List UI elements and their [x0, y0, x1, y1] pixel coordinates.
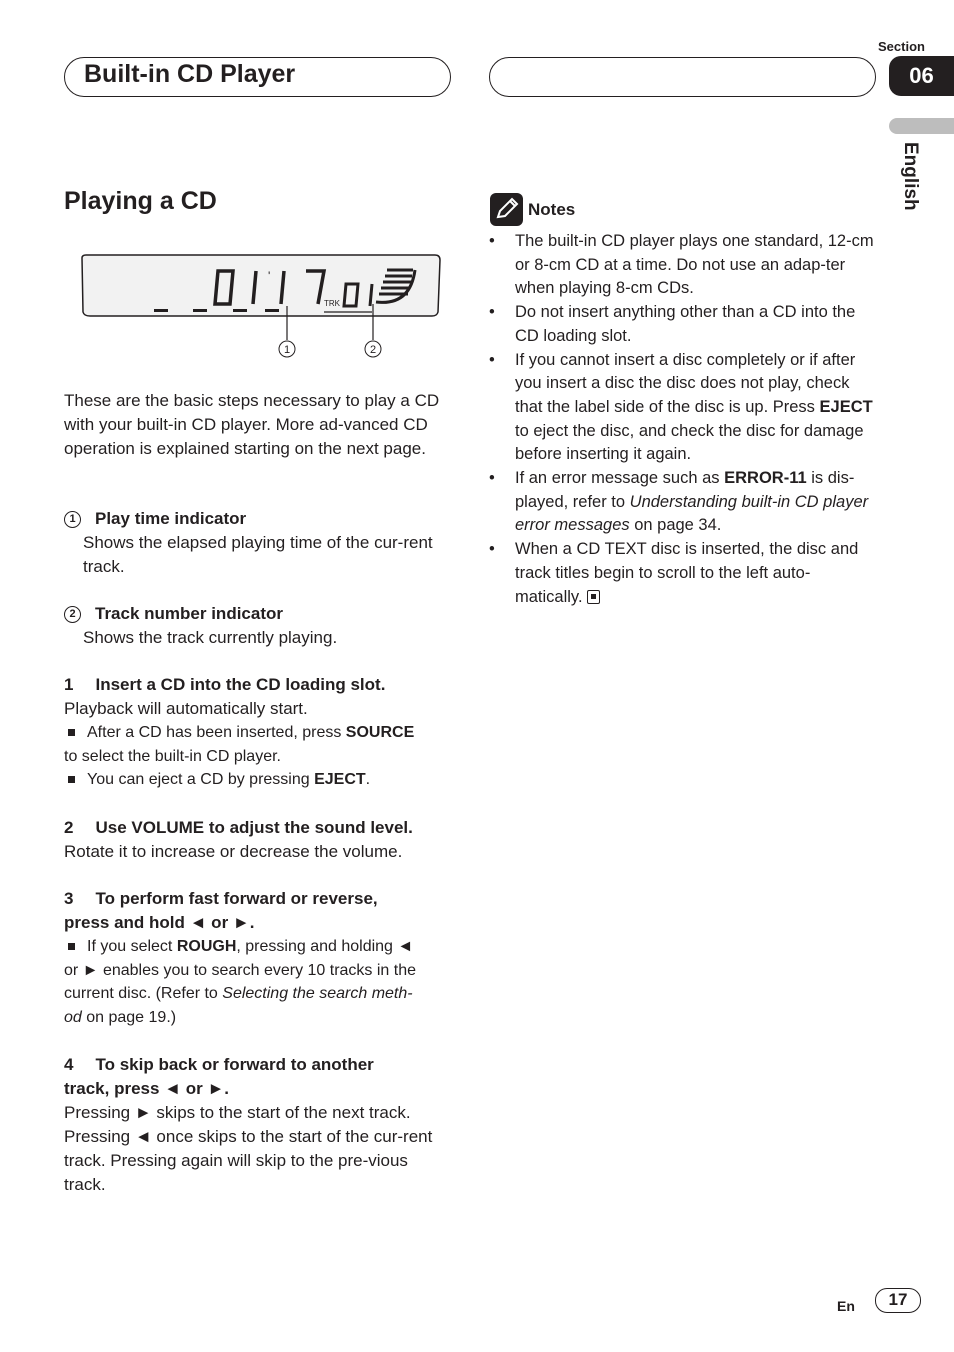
section-label: Section: [878, 39, 925, 54]
page-number: 17: [875, 1288, 921, 1313]
indicator-2: [64, 602, 442, 650]
svg-text:': ': [268, 269, 271, 283]
section-number: 06: [889, 56, 954, 96]
step-2: [64, 816, 448, 864]
step-3-title-line-1: To perform fast forward or reverse,: [95, 889, 378, 908]
callout-2: 2: [369, 344, 377, 356]
step-4-number: 4: [64, 1055, 74, 1074]
language-tab: [889, 118, 954, 134]
step-4-body: Pressing ► skips to the start of the next track. Pressing ◄ once skips to the start of the cur-rent track. Pressing again will skip to the pre-vious track.: [64, 1103, 433, 1194]
indicator-2-desc: Shows the track currently playing.: [83, 628, 338, 647]
page-title: Playing a CD: [64, 187, 217, 215]
step-1-title: Insert a CD into the CD loading slot.: [95, 675, 386, 694]
trk-label: TRK: [324, 299, 340, 308]
step-2-number: 2: [64, 818, 74, 837]
header-blank-frame: [489, 57, 876, 97]
notes-list: [489, 230, 875, 609]
indicator-2-number: 2: [64, 606, 81, 623]
step-3: [64, 887, 448, 1029]
note-item: • The built-in CD player plays one standard, 12-cm or 8-cm CD at a time. Do not use an adap-ter when playing 8-cm CDs.: [489, 232, 874, 298]
note-item: • When a CD TEXT disc is inserted, the disc and track titles begin to scroll to the left auto-matically.: [489, 540, 859, 606]
step-3-bullet-line-4: od on page 19.): [64, 1008, 177, 1026]
svg-text:": ": [320, 267, 325, 281]
step-1-body: Playback will automatically start.: [64, 699, 308, 718]
step-2-body: Rotate it to increase or decrease the volume.: [64, 842, 403, 861]
lcd-display: [80, 254, 442, 364]
step-4-title-line-1: To skip back or forward to another: [95, 1055, 374, 1074]
step-2-title: Use VOLUME to adjust the sound level.: [95, 818, 413, 837]
footer-lang-code: En: [837, 1298, 855, 1314]
notes-heading: [490, 193, 575, 226]
step-1: [64, 673, 446, 792]
indicator-1-title: Play time indicator: [95, 509, 247, 528]
indicator-2-title: Track number indicator: [95, 604, 283, 623]
note-item: • If an error message such as ERROR-11 is dis-played, refer to Understanding built-in CD player error messages on page 34.: [489, 469, 869, 535]
note-item: • Do not insert anything other than a CD into the CD loading slot.: [489, 303, 856, 345]
notes-pencil-icon: [490, 193, 523, 226]
step-3-bullet-line-3: current disc. (Refer to Selecting the search meth-: [64, 985, 413, 1002]
note-item: • If you cannot insert a disc completely or if after you insert a disc the disc does not play, check that the label side of the disc is up. Press EJECT to eject the disc, and check the disc for damage before inserting it again.: [489, 350, 873, 464]
step-3-number: 3: [64, 889, 74, 908]
notes-title: Notes: [528, 199, 576, 219]
indicator-1-desc: Shows the elapsed playing time of the cur-rent track.: [83, 533, 433, 576]
step-4-title-line-2: track, press ◄ or ►.: [64, 1079, 229, 1098]
cd-display-illustration: [80, 254, 442, 364]
end-mark-icon: [587, 590, 600, 604]
intro-paragraph: These are the basic steps necessary to play a CD with your built-in CD player. More ad-vanced CD operation is explained starting on the next page.: [64, 391, 440, 458]
step-3-bullet: If you select ROUGH, pressing and holding ◄: [64, 935, 448, 959]
indicator-1: [64, 507, 442, 579]
step-1-bullet-1-cont: to select the built-in CD player.: [64, 747, 281, 765]
header-title: Built-in CD Player: [84, 60, 296, 88]
step-1-bullet-2: You can eject a CD by pressing EJECT.: [64, 768, 446, 792]
indicator-1-number: 1: [64, 511, 81, 528]
language-label: English: [900, 142, 921, 211]
step-3-title-line-2: press and hold ◄ or ►.: [64, 913, 255, 932]
callout-1: 1: [283, 344, 291, 356]
step-3-bullet-line-2: or ► enables you to search every 10 tracks in the: [64, 961, 417, 979]
step-1-number: 1: [64, 675, 74, 694]
step-4: [64, 1053, 444, 1197]
step-1-bullet-1: After a CD has been inserted, press SOURCE: [64, 721, 446, 745]
